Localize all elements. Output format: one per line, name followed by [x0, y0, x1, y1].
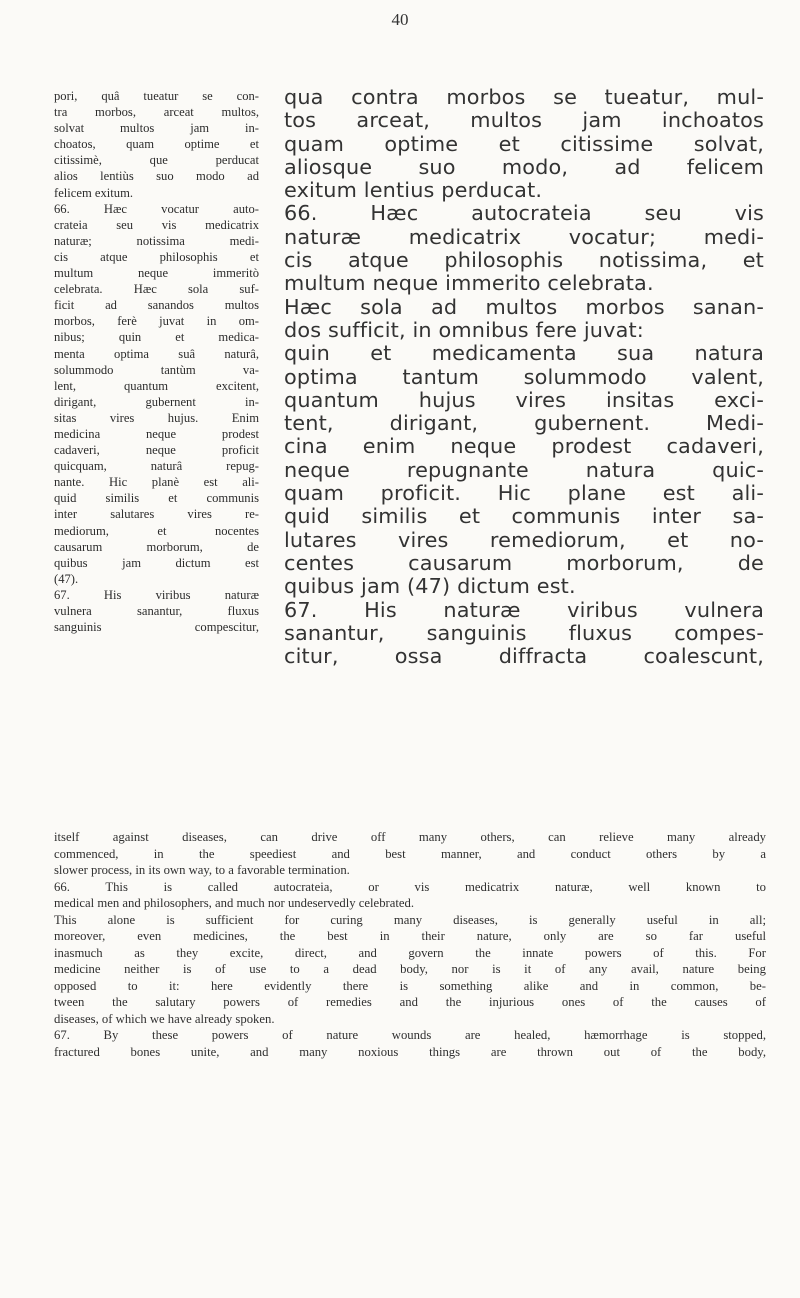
- text-line: pori, quâ tueatur se con-: [54, 89, 259, 103]
- left-column-text: [54, 88, 259, 635]
- text-line: morbos, ferè juvat in om-: [54, 314, 259, 329]
- text-line: inasmuch as they excite, direct, and govern the innate powers of this. For: [54, 945, 766, 960]
- text-line: quantum hujus vires insitas exci-: [284, 387, 764, 412]
- text-line: fractured bones unite, and many noxious things are thrown out of the body,: [54, 1044, 766, 1059]
- text-line: citissimè, que perducat: [54, 153, 259, 168]
- text-line: citur, ossa diffracta coalescunt,: [284, 644, 764, 669]
- text-line: quid similis et communis: [54, 491, 259, 506]
- text-line: diseases, of which we have already spoken.: [54, 1011, 275, 1026]
- text-line: alios lentiùs suo modo ad: [54, 169, 259, 184]
- text-line: dos sufficit, in omnibus fere juvat:: [284, 317, 644, 342]
- text-line: quin et medicamenta sua natura: [284, 341, 764, 366]
- text-line: centes causarum morborum, de: [284, 550, 764, 575]
- text-line: crateia seu vis medicatrix: [54, 217, 259, 232]
- text-line: 66. Hæc vocatur auto-: [54, 201, 259, 216]
- text-line: qua contra morbos se tueatur, mul-: [284, 85, 764, 109]
- text-line: tra morbos, arceat multos,: [54, 105, 259, 120]
- text-line: choatos, quam optime et: [54, 137, 259, 152]
- text-line: cadaveri, neque proficit: [54, 443, 259, 458]
- right-column-text: [284, 86, 764, 668]
- text-line: cina enim neque prodest cadaveri,: [284, 434, 764, 459]
- text-line: naturæ; notissima medi-: [54, 233, 259, 248]
- text-line: cis atque philosophis notissima, et: [284, 248, 764, 273]
- text-line: medicine neither is of use to a dead body, nor is it of any avail, nature being: [54, 962, 766, 976]
- text-line: dirigant, gubernent in-: [54, 394, 259, 409]
- text-line: sanantur, sanguinis fluxus compes-: [284, 620, 764, 645]
- text-line: multum neque immeritò: [54, 266, 259, 281]
- text-line: 66. This is called autocrateia, or vis medicatrix naturæ, well known to: [54, 879, 766, 894]
- text-line: 67. By these powers of nature wounds are healed, hæmorrhage is stopped,: [54, 1028, 766, 1042]
- text-line: inter salutares vires re-: [54, 507, 259, 522]
- text-line: tween the salutary powers of remedies and the injurious ones of the causes of: [54, 995, 766, 1009]
- text-line: ficit ad sanandos multos: [54, 298, 259, 313]
- text-line: nante. Hic planè est ali-: [54, 475, 259, 490]
- text-line: (47).: [54, 571, 79, 586]
- text-line: solummodo tantùm va-: [54, 362, 259, 377]
- text-line: quibus jam dictum est: [54, 555, 259, 570]
- text-line: slower process, in its own way, to a favorable termination.: [54, 863, 350, 877]
- text-line: 66. Hæc autocrateia seu vis: [284, 201, 764, 226]
- text-line: lutares vires remediorum, et no-: [284, 527, 764, 552]
- text-line: menta optima suâ naturâ,: [54, 346, 259, 361]
- text-line: exitum lentius perducat.: [284, 178, 543, 203]
- text-line: quicquam, naturâ repug-: [54, 459, 259, 474]
- text-line: quam optime et citissime solvat,: [284, 131, 764, 156]
- text-line: optima tantum solummodo valent,: [284, 364, 764, 389]
- text-line: nibus; quin et medica-: [54, 330, 259, 345]
- text-line: medical men and philosophers, and much nor undeservedly celebrated.: [54, 896, 415, 910]
- text-line: causarum morborum, de: [54, 539, 259, 554]
- text-line: quibus jam (47) dictum est.: [284, 574, 576, 599]
- text-line: 67. His naturæ viribus vulnera: [284, 597, 764, 622]
- page-number: 40: [391, 10, 409, 29]
- text-line: multum neque immerito celebrata.: [284, 271, 654, 296]
- text-line: quam proficit. Hic plane est ali-: [284, 481, 764, 506]
- text-line: lent, quantum excitent,: [54, 378, 259, 393]
- text-line: tent, dirigant, gubernent. Medi-: [284, 411, 764, 436]
- text-line: 67. His viribus naturæ: [54, 587, 259, 602]
- text-line: This alone is sufficient for curing many diseases, is generally useful in all;: [54, 912, 766, 927]
- text-line: tos arceat, multos jam inchoatos: [284, 108, 764, 133]
- text-line: felicem exitum.: [54, 185, 134, 200]
- text-line: itself against diseases, can drive off many others, can relieve many already: [54, 830, 766, 844]
- text-line: medicina neque prodest: [54, 426, 259, 441]
- text-line: vulnera sanantur, fluxus: [54, 604, 259, 618]
- text-line: aliosque suo modo, ad felicem: [284, 154, 764, 179]
- text-line: neque repugnante natura quic-: [284, 457, 764, 482]
- text-line: celebrata. Hæc sola suf-: [54, 282, 259, 297]
- text-line: quid similis et communis inter sa-: [284, 504, 764, 529]
- text-line: sitas vires hujus. Enim: [54, 410, 259, 425]
- text-line: solvat multos jam in-: [54, 121, 259, 136]
- text-line: naturæ medicatrix vocatur; medi-: [284, 224, 764, 249]
- text-line: sanguinis compescitur,: [54, 620, 259, 635]
- text-line: opposed to it: here evidently there is something alike and in common, be-: [54, 978, 766, 993]
- text-line: commenced, in the speediest and best manner, and conduct others by a: [54, 846, 766, 861]
- text-line: cis atque philosophis et: [54, 249, 259, 264]
- text-line: moreover, even medicines, the best in their nature, only are so far useful: [54, 929, 766, 943]
- text-line: mediorum, et nocentes: [54, 523, 259, 538]
- text-line: Hæc sola ad multos morbos sanan-: [284, 294, 764, 319]
- translation-footnote: [54, 829, 766, 1060]
